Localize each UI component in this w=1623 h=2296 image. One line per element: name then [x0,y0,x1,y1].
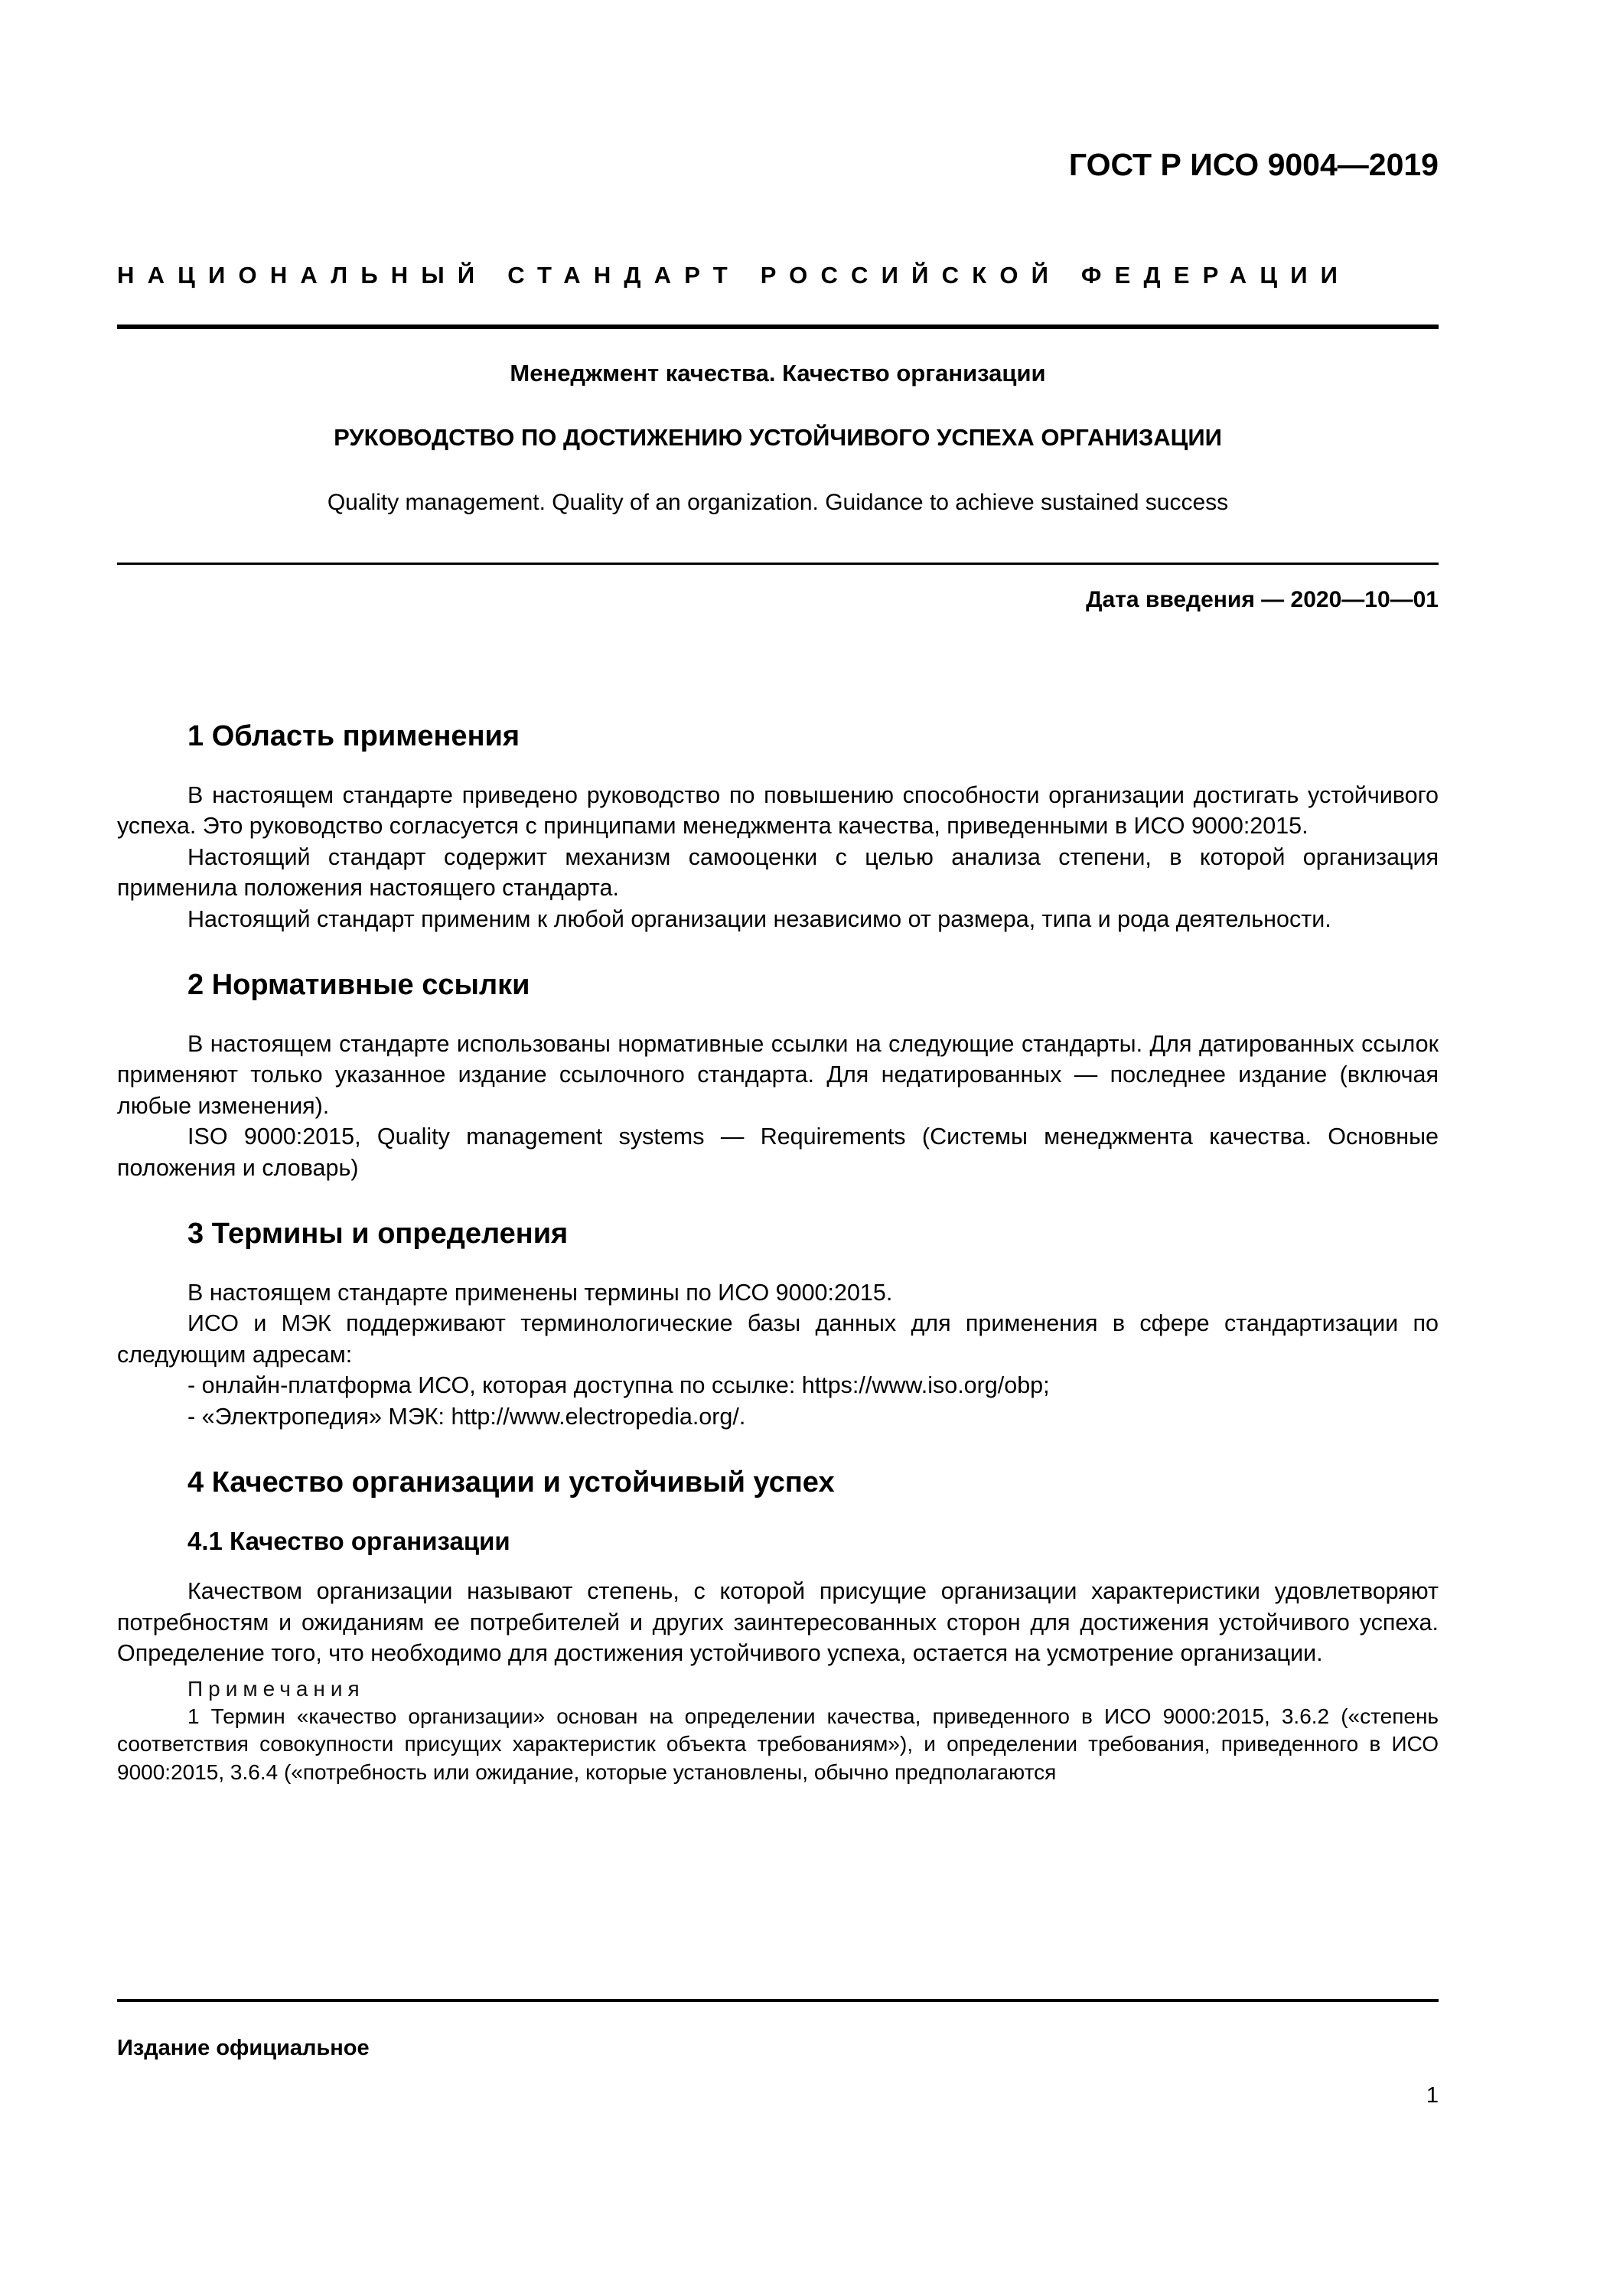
note-item: 1 Термин «качество организации» основан на определении качества, приведенного в ИСО 9000:2015, 3.6.2 («степень соответствия совокупности присущих характеристик объекта требованиям»), и определении требования, приведенного в ИСО 9000:2015, 3.6.4 («потребность или ожидание, которые установлены, обычно предполагаются [117,1704,1439,1784]
paragraph: В настоящем стандарте приведено руководство по повышению способности организации достигать устойчивого успеха. Это руководство согласуется с принципами менеджмента качества, приведенными в ИСО 9000:2015. [117,781,1439,840]
page-number: 1 [1426,2083,1439,2108]
footer-divider [117,1999,1439,2002]
section-heading: 4 Качество организации и устойчивый успех [187,1466,835,1499]
document-number: ГОСТ Р ИСО 9004—2019 [1068,147,1439,182]
subsection-heading: 4.1 Качество организации [187,1526,510,1555]
section-4-quality-and-success [117,1466,1439,1786]
header-divider-thin [117,563,1439,565]
list-item-iso-obp-link[interactable]: - онлайн-платформа ИСО, которая доступна по ссылке: https://www.iso.org/obp; [187,1372,1050,1399]
paragraph: ISO 9000:2015, Quality management systems — Requirements (Системы менеджмента качества. Основные положения и словарь) [117,1124,1439,1181]
section-2-normative-references [117,968,1439,1183]
notes-title: Примечания [187,1676,365,1701]
official-edition-label: Издание официальное [117,2036,370,2060]
list-item-electropedia-link[interactable]: - «Электропедия» МЭК: http://www.electropedia.org/. [187,1403,746,1430]
section-heading: 1 Область применения [187,720,520,752]
paragraph: В настоящем стандарте использованы нормативные ссылки на следующие стандарты. Для датированных ссылок применяют только указанное издание ссылочного стандарта. Для недатированных — последнее издание (включая любые изменения). [117,1030,1439,1119]
paragraph: В настоящем стандарте применены термины по ИСО 9000:2015. [187,1279,893,1306]
document-title: РУКОВОДСТВО ПО ДОСТИЖЕНИЮ УСТОЙЧИВОГО УСПЕХА ОРГАНИЗАЦИИ [334,424,1222,451]
paragraph: Настоящий стандарт содержит механизм самооценки с целью анализа степени, в которой организация применила положения настоящего стандарта. [117,843,1439,902]
paragraph: Настоящий стандарт применим к любой организации независимо от размера, типа и рода деятельности. [187,905,1331,932]
section-heading: 2 Нормативные ссылки [187,969,530,1002]
section-1-scope [117,719,1439,934]
paragraph: ИСО и МЭК поддерживают терминологические базы данных для применения в сфере стандартизации по следующим адресам: [117,1310,1439,1368]
english-title: Quality management. Quality of an organization. Guidance to achieve sustained success [327,490,1229,515]
section-heading: 3 Термины и определения [187,1218,569,1251]
paragraph: Качеством организации называют степень, с которой присущие организации характеристики удовлетворяют потребностям и ожиданиям ее потребителей и других заинтересованных сторон для достижения устойчивого успеха. Определение того, что необходимо для достижения устойчивого успеха, остается на усмотрение организации. [117,1578,1439,1667]
document-body [117,719,1439,1786]
document-page [117,0,1439,2296]
effective-date: Дата введения — 2020—10—01 [1086,587,1439,612]
header-divider-thick [117,325,1439,329]
document-subtitle: Менеджмент качества. Качество организации [510,360,1046,386]
section-3-terms [117,1217,1439,1432]
national-standard-banner: НАЦИОНАЛЬНЫЙ СТАНДАРТ РОССИЙСКОЙ ФЕДЕРАЦИИ [117,262,1351,289]
